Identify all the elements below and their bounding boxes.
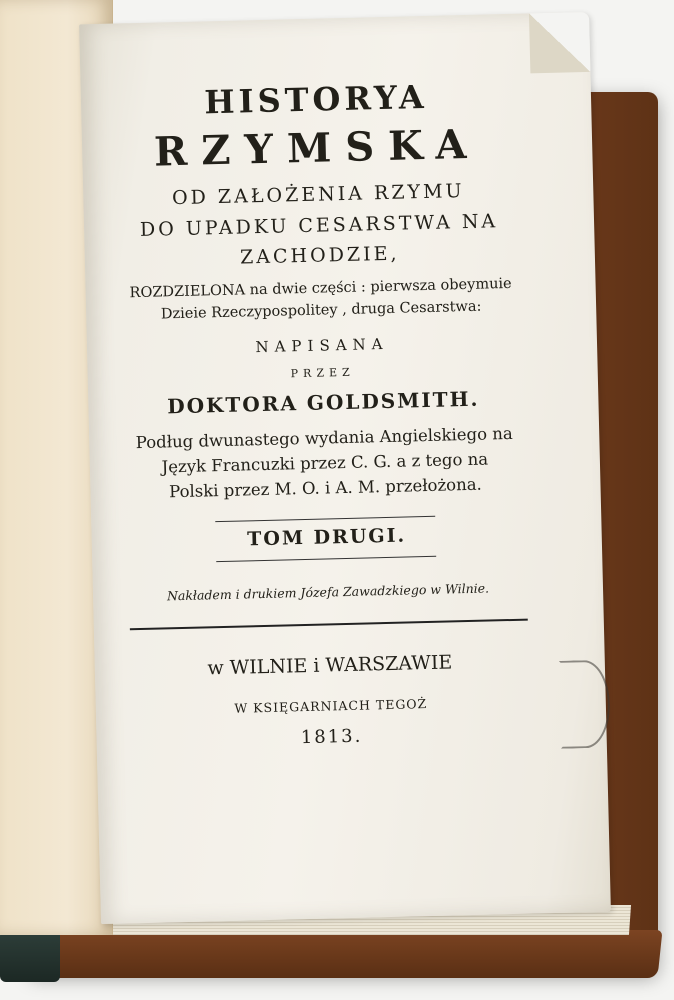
volume-rule-top — [215, 516, 435, 522]
year-line: 1813. — [300, 725, 363, 749]
division-line-1: ROZDZIELONA na dwie części : pierwsza obeymuie — [129, 275, 512, 302]
library-stamp-mark — [559, 660, 611, 749]
subtitle-line-1: OD ZAŁOŻENIA RZYMU — [171, 180, 465, 210]
subtitle-line-3: ZACHODZIE, — [239, 242, 400, 269]
translation-line-1: Podług dwunastego wydania Angielskiego na — [135, 423, 513, 453]
imprint-rule — [130, 619, 528, 631]
by-label: PRZEZ — [290, 365, 355, 381]
cover-bottom-edge — [17, 930, 662, 978]
torn-corner — [529, 12, 590, 73]
translation-line-2: Język Francuzki przez C. G. a z tego na — [161, 449, 489, 477]
subtitle-line-2: DO UPADKU CESARSTWA NA — [139, 210, 499, 241]
bookshop-line: W KSIĘGARNIACH TEGOŻ — [234, 696, 428, 716]
spine-corner — [0, 930, 60, 982]
place-line: w WILNIE i WARSZAWIE — [207, 651, 453, 680]
title-line-1: HISTORYA — [203, 77, 429, 122]
translation-line-3: Polski przez M. O. i A. M. przełożona. — [168, 474, 483, 502]
title-page-text — [101, 13, 549, 923]
author-name: DOKTORA GOLDSMITH. — [167, 386, 480, 419]
title-line-2: RZYMSKA — [153, 120, 481, 176]
volume-label: TOM DRUGI. — [246, 524, 407, 551]
written-label: NAPISANA — [255, 334, 389, 357]
volume-rule-bottom — [216, 556, 436, 562]
publisher-line: Nakładem i drukiem Józefa Zawadzkiego w Wilnie. — [166, 580, 490, 604]
division-line-2: Dzieie Rzeczypospolitey , druga Cesarstwa: — [160, 298, 482, 323]
title-page — [79, 12, 611, 924]
